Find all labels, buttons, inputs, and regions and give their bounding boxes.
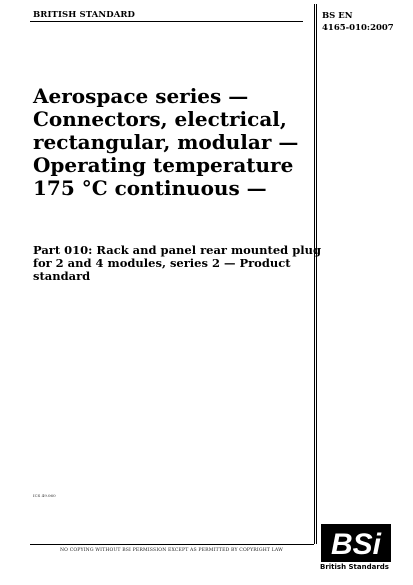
logo-caption: British Standards bbox=[320, 563, 389, 571]
ics-code: ICS 49.060 bbox=[33, 493, 56, 498]
bottom-rule bbox=[30, 544, 314, 545]
logo-text: BSi bbox=[330, 528, 382, 561]
document-subtitle: Part 010: Rack and panel rear mounted plug for 2 and 4 modules, series 2 — Product standard bbox=[33, 243, 321, 283]
publisher-label: BRITISH STANDARD bbox=[33, 10, 136, 20]
bsi-logo-icon bbox=[321, 524, 391, 562]
standard-number-line2: 4165-010:2007 bbox=[322, 23, 394, 33]
standard-number bbox=[322, 10, 394, 34]
copyright-notice: NO COPYING WITHOUT BSI PERMISSION EXCEPT AS PERMITTED BY COPYRIGHT LAW bbox=[60, 548, 284, 553]
standard-number-line1: BS EN bbox=[322, 11, 353, 21]
document-title: Aerospace series — Connectors, electrical, rectangular, modular — Operating temperature 175 °C continuous — bbox=[33, 84, 299, 200]
top-rule bbox=[30, 21, 303, 22]
